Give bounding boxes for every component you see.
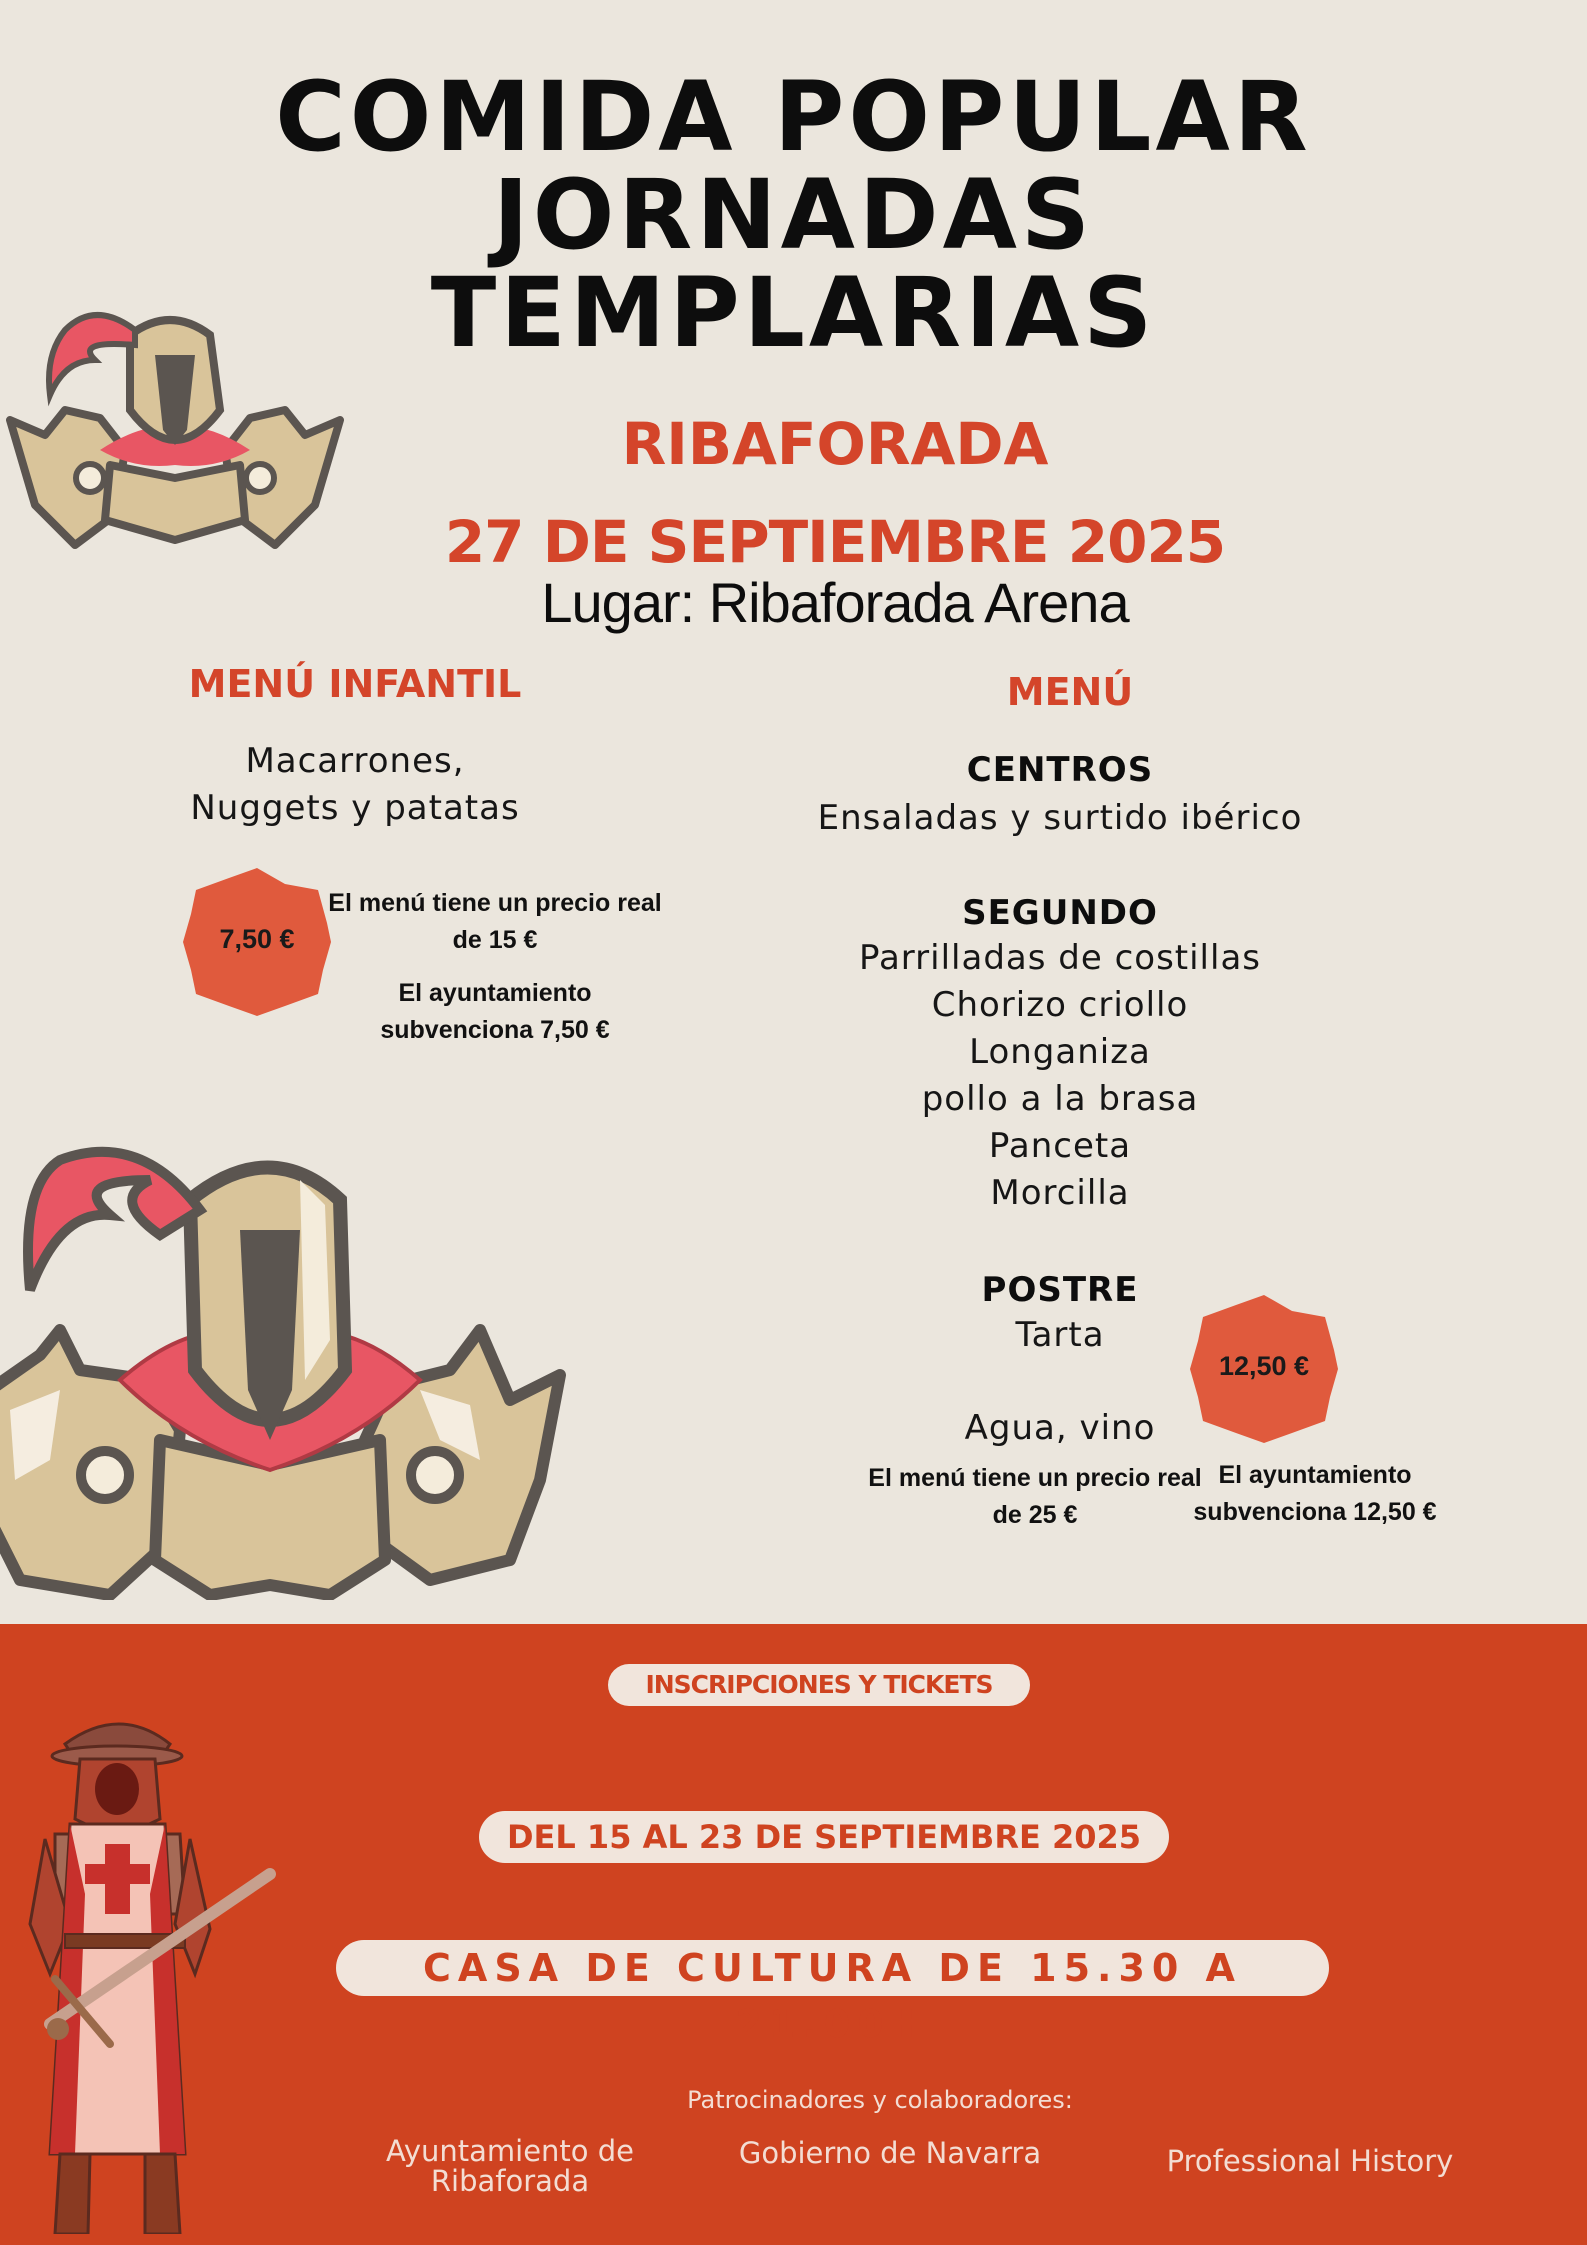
postre-title: POSTRE [981,1270,1139,1310]
segundo-item-1: Parrilladas de costillas [858,938,1262,978]
sponsor-ayuntamiento: Ayuntamiento de Ribaforada [385,2134,635,2198]
kids-subsidy-line-1: El ayuntamiento [398,979,592,1007]
menu-real-price [865,1460,1205,1534]
event-venue: Lugar: Ribaforada Arena [541,571,1129,634]
templar-knight-icon [10,1714,280,2234]
large-plume [28,1152,200,1290]
segundo-item-6: Morcilla [990,1173,1130,1213]
kids-menu-items [55,738,655,832]
tickets-place-hours: CASA DE CULTURA DE 15.30 A 21.00H [336,1940,1329,1996]
segundo-title: SEGUNDO [962,893,1158,933]
title-line-1: COMIDA POPULAR [275,61,1312,173]
kids-real-price-line-1: El menú tiene un precio real [328,889,662,917]
menu-subsidy [1185,1457,1445,1531]
sponsor-professional-history: Professional History [1166,2144,1454,2178]
segundo-item-5: Panceta [988,1126,1132,1166]
menu-real-price-line-2: de 25 € [992,1501,1078,1529]
menu-real-price-line-1: El menú tiene un precio real [868,1464,1202,1492]
tickets-dates: DEL 15 AL 23 DE SEPTIEMBRE 2025 [479,1811,1169,1863]
kids-item-1: Macarrones, [245,741,465,781]
event-date: 27 DE SEPTIEMBRE 2025 [444,508,1226,576]
knight-helmet-icon [5,300,345,550]
kids-subsidy [325,975,665,1049]
title-line-3: TEMPLARIAS [430,257,1157,369]
tickets-label: INSCRIPCIONES Y TICKETS [608,1664,1030,1706]
kids-real-price-line-2: de 15 € [452,926,538,954]
kids-menu-heading: MENÚ INFANTIL [188,662,522,706]
segundo-item-2: Chorizo criollo [931,985,1189,1025]
menu-price: 12,50 € [1218,1351,1310,1381]
kids-price: 7,50 € [219,924,295,954]
menu-price-badge [1190,1295,1338,1443]
segundo-items [760,935,1360,1217]
sponsors-label: Patrocinadores y colaboradores: [687,2086,1073,2114]
kids-item-2: Nuggets y patatas [190,788,520,828]
sponsor-gobierno-navarra: Gobierno de Navarra [738,2136,1042,2170]
drinks: Agua, vino [964,1408,1156,1448]
kids-subsidy-line-2: subvenciona 7,50 € [380,1016,610,1044]
title-line-2: JORNADAS [492,159,1094,271]
centros-title: CENTROS [966,750,1154,790]
segundo-item-4: pollo a la brasa [921,1079,1199,1119]
town-name: RIBAFORADA [621,410,1049,478]
menu-subsidy-line-1: El ayuntamiento [1218,1461,1412,1489]
centros-item: Ensaladas y surtido ibérico [817,798,1303,838]
segundo-item-3: Longaniza [969,1032,1151,1072]
postre-item: Tarta [1015,1315,1105,1355]
kids-real-price [325,885,665,959]
small-plume [49,315,135,395]
footer-band [0,1624,1587,2245]
knight-helmet-large-icon [0,1140,570,1600]
menu-subsidy-line-2: subvenciona 12,50 € [1193,1498,1437,1526]
kids-price-badge [183,868,331,1016]
menu-heading: MENÚ [1006,670,1134,714]
